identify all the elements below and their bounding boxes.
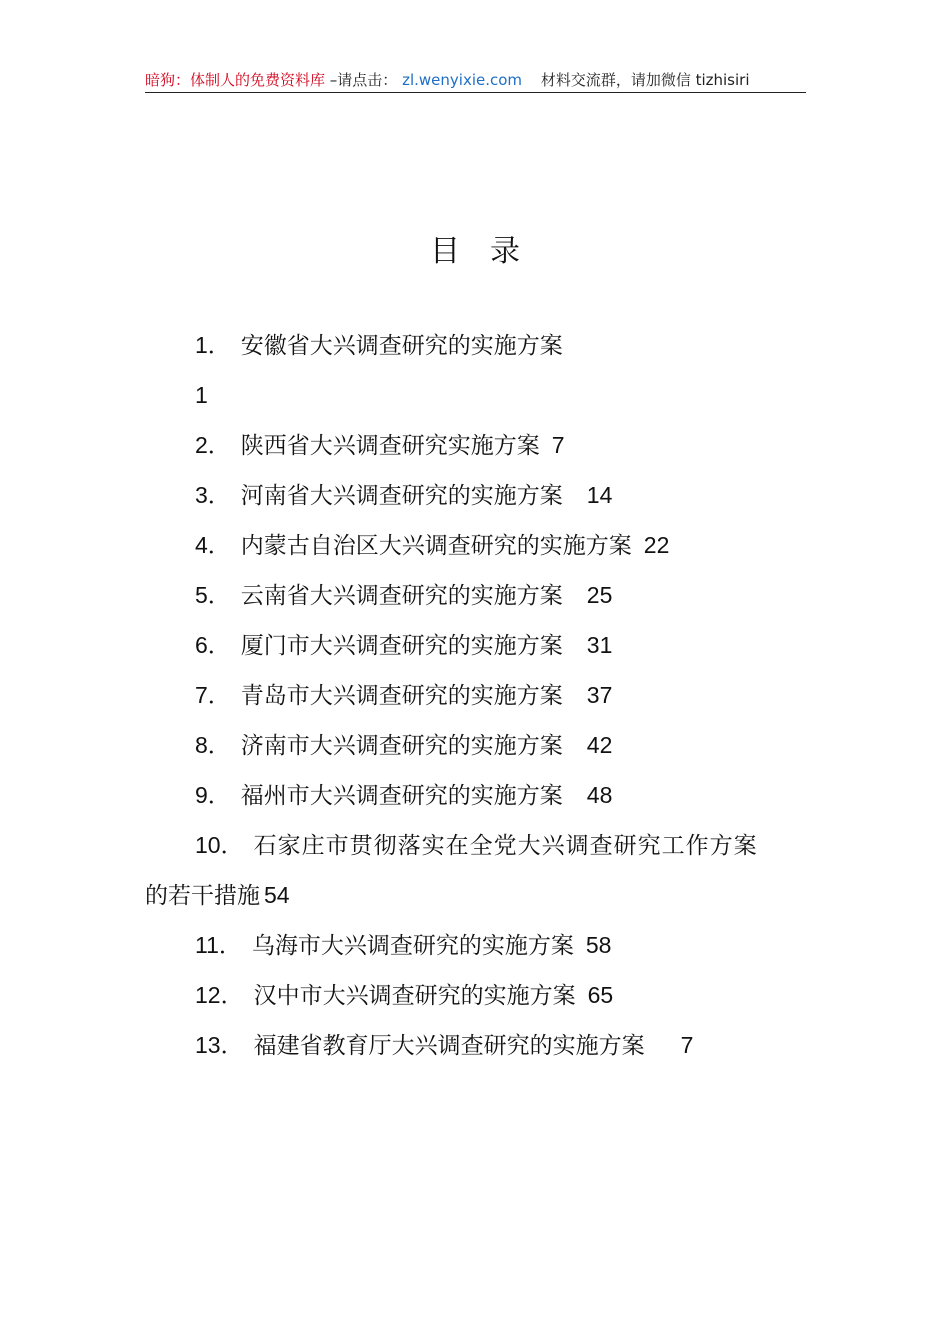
toc-number: 12．	[195, 982, 244, 1008]
toc-entry[interactable]	[195, 320, 563, 370]
header-group-info: 材料交流群，请加微信 tizhisiri	[540, 71, 750, 89]
page-header	[145, 68, 806, 93]
toc-title: 福建省教育厅大兴调查研究的实施方案	[253, 1033, 645, 1059]
header-brand: 暗狗：体制人的免费资料库	[145, 71, 326, 89]
toc-title-continuation: 的若干措施	[145, 883, 260, 909]
header-prompt: –请点击：	[329, 71, 398, 89]
toc-entry-continuation[interactable]	[145, 870, 290, 920]
toc-entry[interactable]	[195, 620, 612, 670]
toc-number: 3．	[195, 482, 231, 508]
toc-title: 汉中市大兴调查研究的实施方案	[253, 983, 576, 1009]
toc-page: 7	[680, 1032, 694, 1058]
toc-entry[interactable]	[195, 920, 611, 970]
toc-number: 10．	[195, 832, 244, 858]
toc-entry[interactable]	[195, 770, 612, 820]
toc-number: 4．	[195, 532, 231, 558]
toc-page: 22	[643, 532, 670, 558]
toc-entry[interactable]	[195, 970, 613, 1020]
page-title: 目录	[430, 234, 550, 269]
toc-title: 福州市大兴调查研究的实施方案	[240, 783, 563, 809]
toc-entry[interactable]	[195, 820, 758, 870]
toc-number: 8．	[195, 732, 231, 758]
toc-entry[interactable]	[195, 1020, 693, 1070]
toc-title: 乌海市大兴调查研究的实施方案	[251, 933, 574, 959]
toc-entry[interactable]	[195, 670, 612, 720]
toc-number: 7．	[195, 682, 231, 708]
toc-page: 58	[585, 932, 612, 958]
toc-title: 厦门市大兴调查研究的实施方案	[240, 633, 563, 659]
toc-title: 青岛市大兴调查研究的实施方案	[240, 683, 563, 709]
toc-number: 1．	[195, 332, 231, 358]
toc-title: 河南省大兴调查研究的实施方案	[240, 483, 563, 509]
toc-page: 25	[586, 582, 613, 608]
toc-entry[interactable]	[195, 520, 669, 570]
toc-page: 14	[586, 482, 613, 508]
header-link[interactable]: zl.wenyixie.com	[402, 71, 523, 89]
toc-page: 37	[586, 682, 613, 708]
toc-page: 65	[587, 982, 614, 1008]
toc-number: 2．	[195, 432, 231, 458]
toc-title: 云南省大兴调查研究的实施方案	[240, 583, 563, 609]
toc-entry[interactable]	[195, 470, 612, 520]
toc-page-line	[195, 370, 218, 420]
toc-page: 42	[586, 732, 613, 758]
toc-page: 54	[264, 882, 290, 908]
toc-page: 31	[586, 632, 613, 658]
toc-number: 13．	[195, 1032, 244, 1058]
toc-entry[interactable]	[195, 720, 612, 770]
toc-number: 9．	[195, 782, 231, 808]
toc-number: 11．	[195, 932, 242, 958]
toc-title: 石家庄市贯彻落实在全党大兴调查研究工作方案	[253, 833, 758, 859]
toc-entry[interactable]	[195, 570, 612, 620]
toc-entry[interactable]	[195, 420, 565, 470]
toc-number: 5．	[195, 582, 231, 608]
toc-page: 1	[195, 382, 208, 408]
toc-title: 安徽省大兴调查研究的实施方案	[240, 333, 563, 359]
toc-page: 48	[586, 782, 613, 808]
toc-title: 内蒙古自治区大兴调查研究的实施方案	[240, 533, 632, 559]
toc-page: 7	[551, 432, 565, 458]
toc-number: 6．	[195, 632, 231, 658]
toc-title: 陕西省大兴调查研究实施方案	[240, 433, 540, 459]
toc-title: 济南市大兴调查研究的实施方案	[240, 733, 563, 759]
